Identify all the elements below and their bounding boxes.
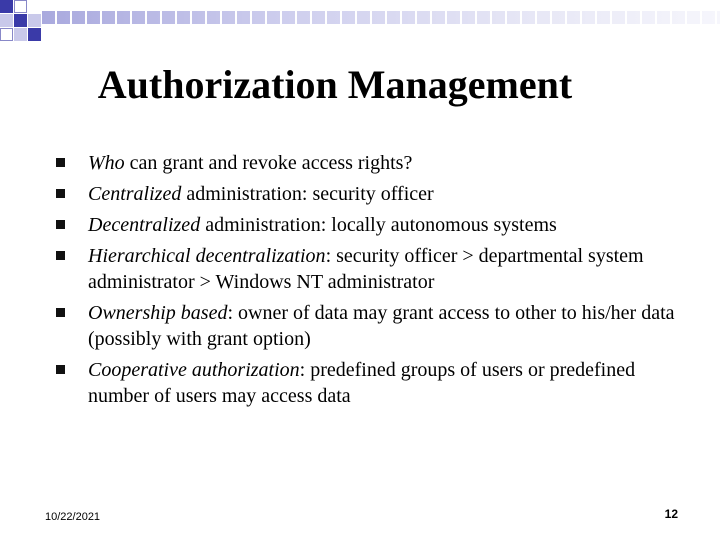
bullet-item: [56, 300, 676, 352]
square-bullet-icon: [56, 158, 65, 167]
decor-square: [0, 14, 13, 27]
decor-square: [0, 28, 13, 41]
slide-title: Authorization Management: [97, 62, 573, 107]
footer-date: 10/22/2021: [45, 511, 101, 523]
bullet-emphasis: Decentralized: [88, 214, 201, 236]
decor-square: [14, 28, 27, 41]
bullet-item: [56, 150, 676, 176]
bullet-emphasis: Who: [88, 152, 125, 174]
bullet-emphasis: Cooperative authorization: [88, 359, 300, 381]
decor-square: [28, 14, 41, 27]
bullet-emphasis: Hierarchical decentralization: [88, 245, 326, 267]
bullet-text: administration: locally autonomous systems: [200, 214, 557, 236]
bullet-list: [56, 150, 676, 414]
decor-square: [28, 0, 41, 13]
bullet-text: : predefined groups of users or predefined number of users may access data: [88, 359, 636, 407]
square-bullet-icon: [56, 189, 65, 198]
bullet-emphasis: Centralized: [88, 183, 182, 205]
bullet-emphasis: Ownership based: [88, 302, 228, 324]
square-bullet-icon: [56, 220, 65, 229]
square-bullet-icon: [56, 308, 65, 317]
header-decoration: [0, 0, 720, 60]
bullet-text: can grant and revoke access rights?: [124, 152, 413, 174]
square-bullet-icon: [56, 365, 65, 374]
bullet-text: : owner of data may grant access to other to his/her data (possibly with grant option): [88, 302, 675, 350]
bullet-item: [56, 357, 676, 409]
decor-square: [0, 0, 13, 13]
bullet-text: : security officer > departmental system administrator > Windows NT administrator: [88, 245, 644, 293]
decor-square: [14, 0, 27, 13]
decor-grid-overlay: [42, 11, 720, 24]
bullet-item: [56, 243, 676, 295]
decor-square: [14, 14, 27, 27]
bullet-item: [56, 212, 676, 238]
bullet-item: [56, 181, 676, 207]
page-number: 12: [664, 507, 678, 521]
square-bullet-icon: [56, 251, 65, 260]
decor-square: [28, 28, 41, 41]
bullet-text: administration: security officer: [181, 183, 434, 205]
